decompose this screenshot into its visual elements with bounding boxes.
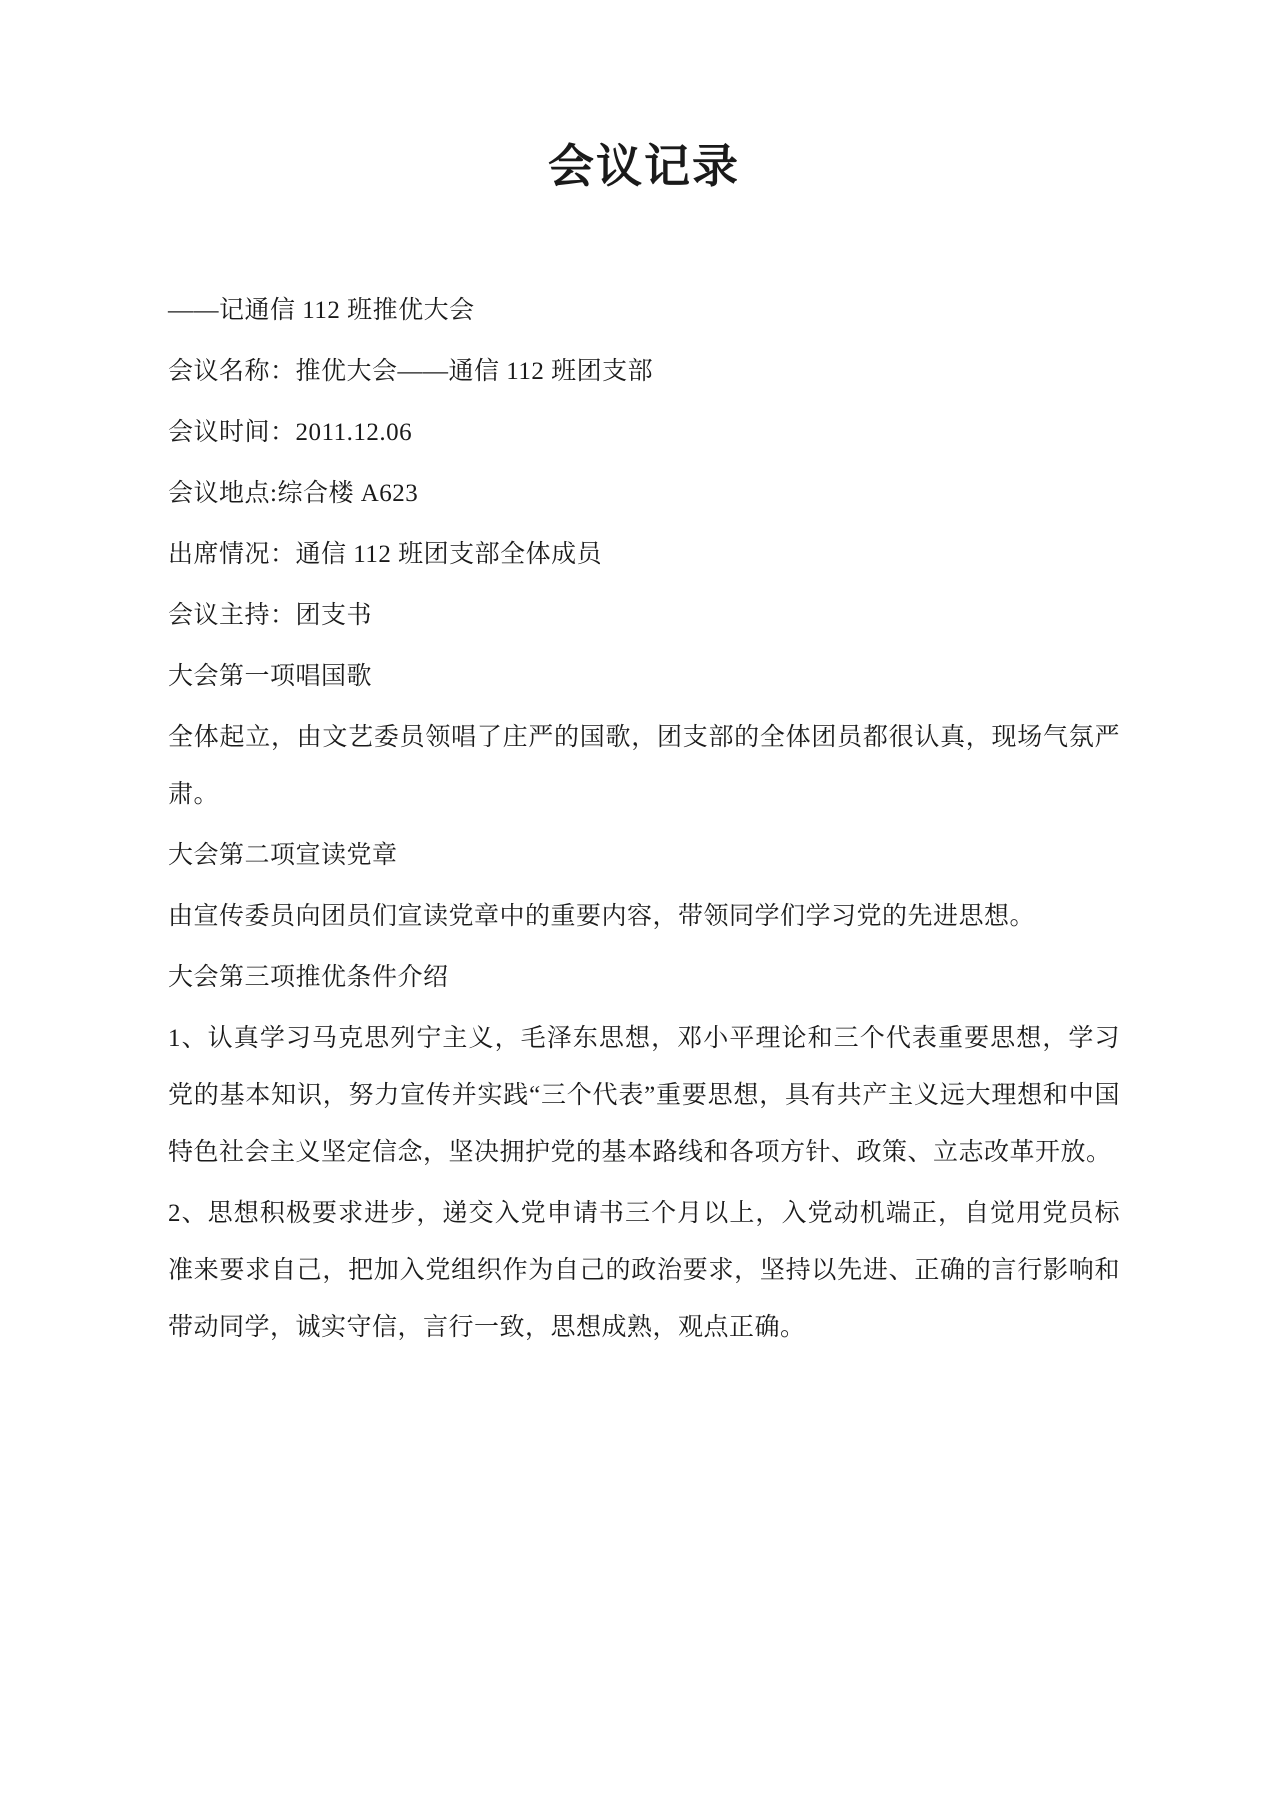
paragraph-meeting-name: 会议名称：推优大会——通信 112 班团支部 — [168, 358, 654, 385]
paragraph-meeting-location: 会议地点:综合楼 A623 — [168, 480, 419, 507]
paragraph-host: 会议主持：团支书 — [168, 602, 373, 629]
paragraph-item-three-heading: 大会第三项推优条件介绍 — [168, 964, 449, 991]
paragraph-item-two-heading: 大会第二项宣读党章 — [168, 842, 398, 869]
paragraph-attendance: 出席情况：通信 112 班团支部全体成员 — [168, 541, 603, 568]
document-body — [168, 282, 1120, 1356]
paragraph-item-one-body: 全体起立，由文艺委员领唱了庄严的国歌，团支部的全体团员都很认真，现场气氛严肃。 — [168, 724, 1120, 808]
paragraph-meeting-time: 会议时间：2011.12.06 — [168, 419, 413, 446]
paragraph-condition-1: 1、认真学习马克思列宁主义，毛泽东思想，邓小平理论和三个代表重要思想，学习党的基本知识，努力宣传并实践“三个代表”重要思想，具有共产主义远大理想和中国特色社会主义坚定信念，坚决拥护党的基本路线和各项方针、政策、立志改革开放。 — [168, 1025, 1120, 1166]
paragraph-condition-2: 2、思想积极要求进步，递交入党申请书三个月以上，入党动机端正，自觉用党员标准来要求自己，把加入党组织作为自己的政治要求，坚持以先进、正确的言行影响和带动同学，诚实守信，言行一致，思想成熟，观点正确。 — [168, 1200, 1120, 1341]
page-title: 会议记录 — [548, 141, 740, 192]
paragraph-item-one-heading: 大会第一项唱国歌 — [168, 663, 373, 690]
paragraph-item-two-body: 由宣传委员向团员们宣读党章中的重要内容，带领同学们学习党的先进思想。 — [168, 903, 1036, 930]
paragraph-subtitle: ——记通信 112 班推优大会 — [168, 297, 475, 324]
